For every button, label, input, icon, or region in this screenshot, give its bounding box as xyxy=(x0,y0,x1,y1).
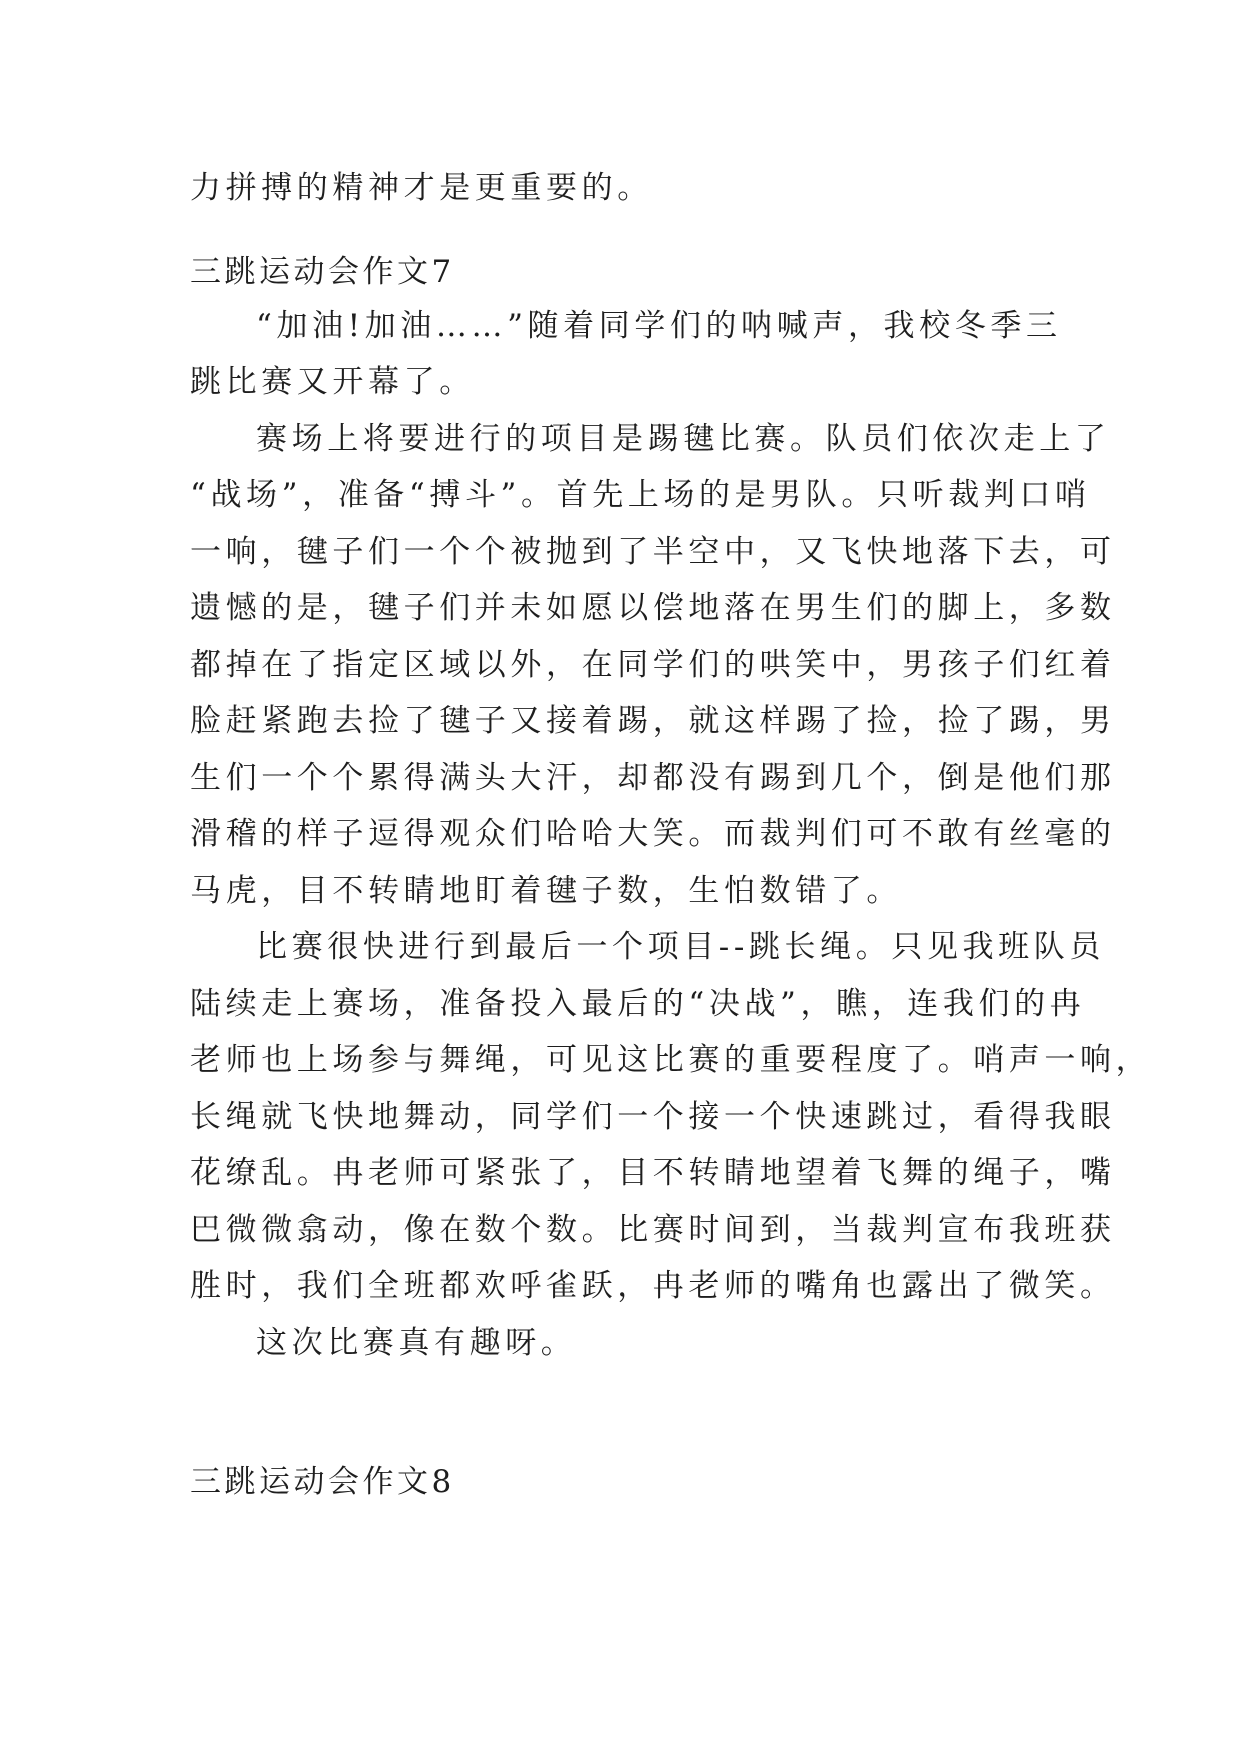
essay-7-line: 胜时，我们全班都欢呼雀跃，冉老师的嘴角也露出了微笑。 xyxy=(190,1268,1116,1304)
essay-7-line: 脸赶紧跑去捡了毽子又接着踢，就这样踢了捡，捡了踢，男 xyxy=(190,703,1116,739)
essay-7-line: 赛场上将要进行的项目是踢毽比赛。队员们依次走上了 xyxy=(256,421,1111,457)
essay-7-line: 马虎，目不转睛地盯着毽子数，生怕数错了。 xyxy=(190,873,902,909)
essay-7-line: “加油!加油……”随着同学们的呐喊声，我校冬季三 xyxy=(256,308,1062,344)
essay-7-title: 三跳运动会作文7 xyxy=(190,254,455,290)
continuation-line: 力拼搏的精神才是更重要的。 xyxy=(190,170,653,206)
essay-7-line: 比赛很快进行到最后一个项目--跳长绳。只见我班队员 xyxy=(256,929,1105,965)
essay-7-line: 这次比赛真有趣呀。 xyxy=(256,1325,577,1361)
essay-7-line: 都掉在了指定区域以外，在同学们的哄笑中，男孩子们红着 xyxy=(190,647,1116,683)
essay-7-line: 老师也上场参与舞绳，可见这比赛的重要程度了。哨声一响， xyxy=(190,1042,1152,1078)
essay-7-line: 长绳就飞快地舞动，同学们一个接一个快速跳过，看得我眼 xyxy=(190,1099,1116,1135)
essay-7-line: 滑稽的样子逗得观众们哈哈大笑。而裁判们可不敢有丝毫的 xyxy=(190,816,1116,852)
essay-7-line: 遗憾的是，毽子们并未如愿以偿地落在男生们的脚上，多数 xyxy=(190,590,1116,626)
essay-7-line: 陆续走上赛场，准备投入最后的“决战”，瞧，连我们的冉 xyxy=(190,986,1086,1022)
essay-7-line: 跳比赛又开幕了。 xyxy=(190,364,475,400)
essay-7-line: 花缭乱。冉老师可紧张了，目不转睛地望着飞舞的绳子，嘴 xyxy=(190,1155,1116,1191)
essay-7-line: 一响，毽子们一个个被抛到了半空中，又飞快地落下去，可 xyxy=(190,534,1116,570)
essay-7-line: “战场”，准备“搏斗”。首先上场的是男队。只听裁判口哨 xyxy=(190,477,1091,513)
essay-8-title: 三跳运动会作文8 xyxy=(190,1464,455,1500)
essay-7-line: 生们一个个累得满头大汗，却都没有踢到几个，倒是他们那 xyxy=(190,760,1116,796)
essay-7-line: 巴微微翕动，像在数个数。比赛时间到，当裁判宣布我班获 xyxy=(190,1212,1116,1248)
